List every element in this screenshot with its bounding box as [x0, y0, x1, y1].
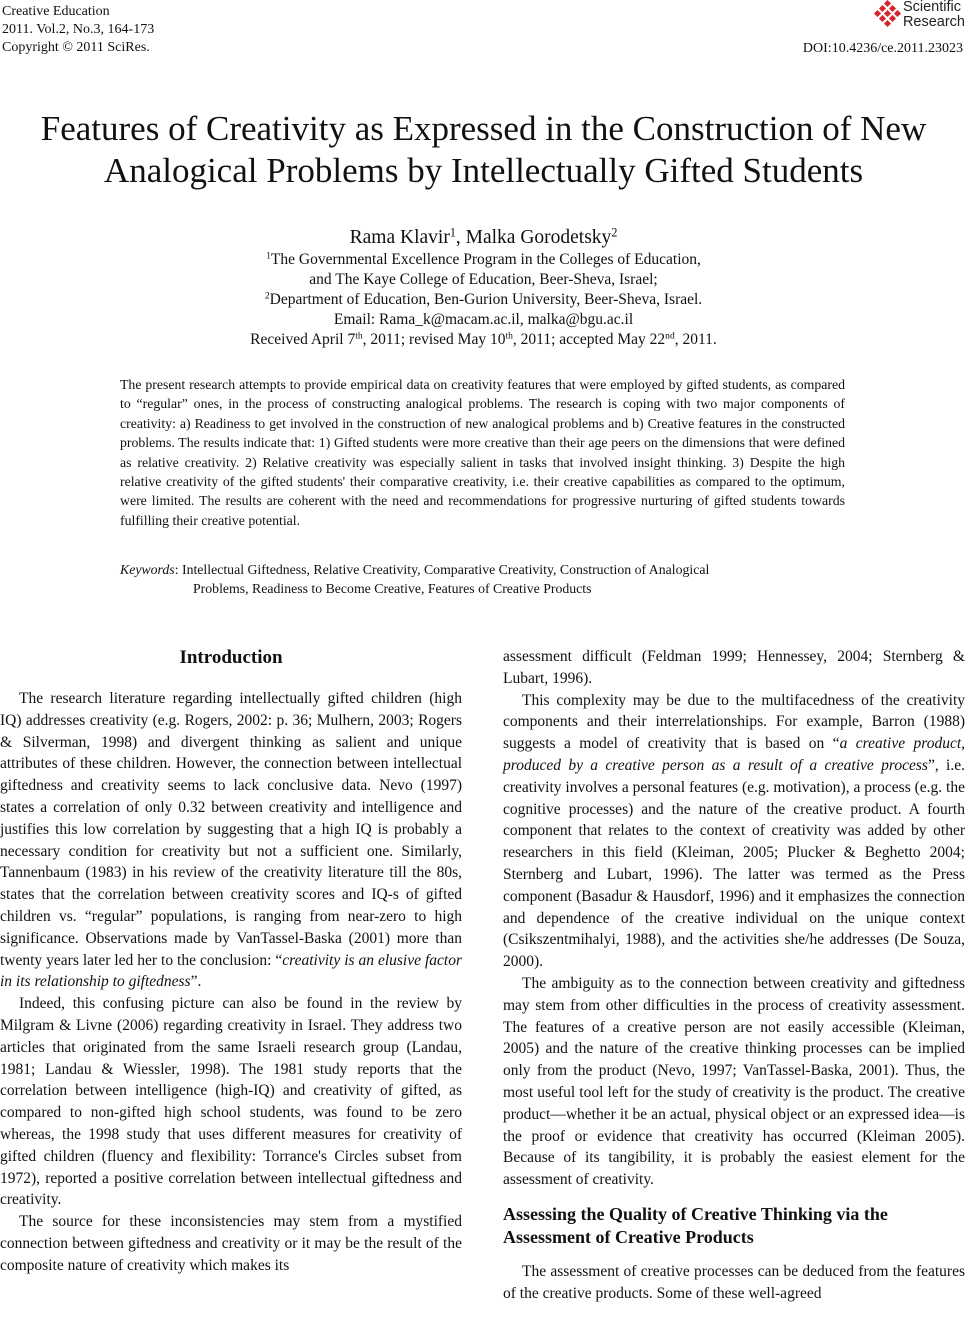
- received-dates: Received April 7th, 2011; revised May 10th, 2011; accepted May 22nd, 2011.: [250, 330, 717, 348]
- author-name: Rama Klavir: [349, 227, 450, 248]
- paragraph: This complexity may be due to the multifacedness of the creativity components and their interrelationships. For example, Barron (1988) suggests a model of creativity that is based on “a creative product, produced by a creative person as a result of a creative process”, i.e. creativity involves a personal features (e.g. motivation), a process (e.g. the cognitive processes) and the nature of the creative product. A fourth component that relates to the context of creativity was added by other researchers in this field (Kleiman, 2005; Plucker & Beghetto 2004; Sternberg and Lubart, 1996). The latter was termed as the Press component (Basadur & Hausdorf, 1996) and it emphasizes the connection and dependence of the creative individual on the unique context (Csikszentmihalyi, 1988), and the activities she/he addresses (De Souza, 2000).: [503, 691, 966, 971]
- scientific-research-logo-icon: [871, 0, 903, 30]
- paragraph: The assessment of creative processes can be deduced from the features of the creative products. Some of these well-agreed: [503, 1262, 965, 1302]
- journal-header: [2, 3, 154, 57]
- paragraph: The source for these inconsistencies may stem from a mystified connection between giftedness and creativity or it may be the result of the composite nature of creativity which makes its: [0, 1213, 462, 1274]
- journal-name: Creative Education: [2, 4, 110, 19]
- paragraph: assessment difficult (Feldman 1999; Hennessey, 2004; Sternberg & Lubart, 1996).: [503, 648, 965, 687]
- author-list: Rama Klavir$^1$, Malka Gorodetsky$^2$: [349, 225, 618, 248]
- paragraph: Indeed, this confusing picture can also be found in the review by Milgram & Livne (2006) regarding creativity in Israel. They address two articles that originated from the same Israeli research group (Landau, 1981; Landau & Wiessler, 1998). The 1981 study reports that the correlation between intelligence (high-IQ) and creativity of gifted, as compared to non-gifted high school students, was found to be zero whereas, the 1998 study that uses different measures for creativity of gifted children (fluency and flexibility: Torrance's Circles subset from 1972), reported a positive correlation between intellectual giftedness and creativity.: [0, 995, 462, 1209]
- body-column-right: [503, 646, 965, 1305]
- copyright-line: Copyright © 2011 SciRes.: [2, 40, 150, 55]
- body-column-left: [0, 646, 462, 1277]
- journal-volume: 2011. Vol.2, No.3, 164-173: [2, 22, 155, 37]
- email-line: Email: Rama_k@macam.ac.il, malka@bgu.ac.il: [333, 311, 634, 328]
- paper-title: Features of Creativity as Expressed in the Construction of New Analogical Problems by Intellectually Gifted Students: [40, 109, 927, 190]
- keywords-label: Keywords: [120, 562, 175, 577]
- paragraph: The research literature regarding intellectually gifted children (high IQ) addresses creativity (e.g. Rogers, 2002: p. 36; Mulhern, 2003; Rogers & Silverman, 1998) and divergent thinking as salient and unique attributes of these children. However, the connection between intellectual giftedness and creativity seems to lack conclusive data. Nevo (1997) states a correlation of only 0.32 between creativity and intelligence and justifies this low correlation by suggesting that a high IQ is probably a necessary condition for creativity but not a sufficient one. Similarly, Tannenbaum (1983) in his review of the creativity literature till the 80s, states that the correlation between creativity scores and IQ-s of gifted children vs. “regular” populations, is ranging from near-zero to high significance. Observations made by VanTassel-Baska (2001) more than twenty years later led her to the conclusion: “creativity is an elusive factor in its relationship to giftedness”.: [0, 690, 462, 991]
- abstract: The present research attempts to provide empirical data on creativity features that were employed by gifted students, as compared to “regular” ones, in the process of constructing analogical problems. The research is coping with two major components of creativity: a) Readiness to get involved in the construction of new analogical problems and b) Creative features in the constructed problems. The results indicate that: 1) Gifted students were more creative than their age peers on the dimensions that were defined as relative creativity. 2) Relative creativity was especially salient in tasks that involved insight thinking. 3) Despite the high relative creativity of the gifted students' their comparative creativity, i.e. their creative capabilities as compared to the optimum, were limited. The results are coherent with the need and recommendations for progressive nurturing of gifted students towards fulfilling their creative potential.: [120, 377, 845, 528]
- subsection-heading: Assessing the Quality of Creative Thinking via the Assessment of Creative Products: [503, 1203, 888, 1247]
- affiliations: $^1$The Governmental Excellence Program in the Colleges of Education, and The Kaye College of Education, Beer-Sheva, Israel; $^2$Department of Education, Ben-Gurion University, Beer-Sheva, Israel. Email: Rama_k@macam.ac.il, malka@bgu.ac.il Received April 7th, 2011; revised May 10th, 2011; accepted May 22nd, 2011.: [0, 250, 967, 350]
- publisher-logo: [871, 0, 965, 30]
- section-heading-introduction: Introduction: [179, 647, 283, 668]
- paragraph: The ambiguity as to the connection between creativity and giftedness may stem from other difficulties in the process of creativity assessment. The features of a creative person are not easily accessible (Kleiman, 2005) and the nature of the creative thinking processes can be implied only from the product (Nevo, 1997; VanTassel-Baska, 2001). Thus, the most useful tool left for the study of creativity is the product. The creative product—whether it be an actual, physical object or an expressed idea—is the proof or evidence that creativity has occurred (Kleiman 2005). Because of its tangibility, it is probably the easiest element for the assessment of creativity.: [503, 974, 965, 1189]
- author-name: Malka Gorodetsky: [465, 227, 612, 248]
- publisher-name: Scientific Research: [902, 0, 965, 30]
- keywords: Keywords: Intellectual Giftedness, Relative Creativity, Comparative Creativity, Construction of Analogical Problems, Readiness to Become Creative, Features of Creative Products: [120, 562, 710, 597]
- doi: DOI:10.4236/ce.2011.23023: [802, 41, 963, 56]
